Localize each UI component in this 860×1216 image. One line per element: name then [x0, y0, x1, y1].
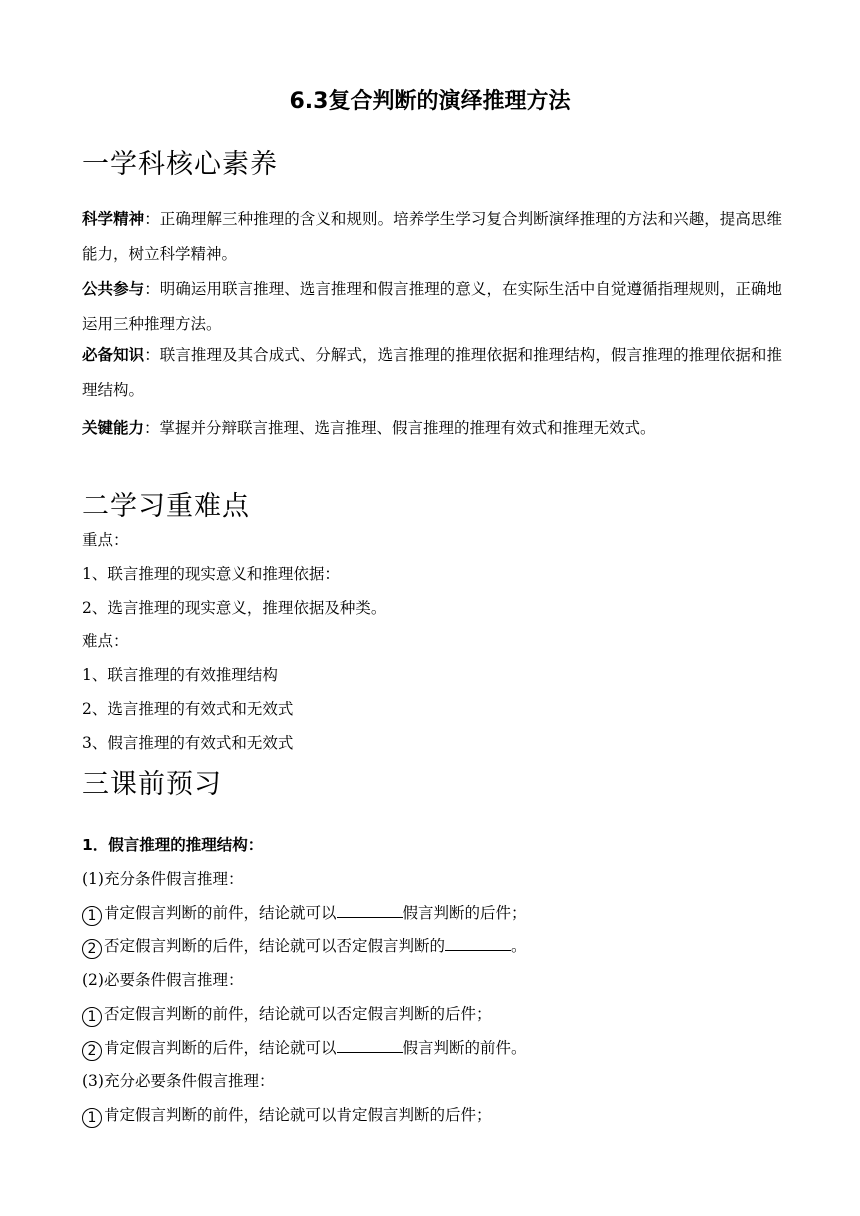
section-heading-key-difficult: 二学习重难点: [82, 491, 250, 522]
paragraph-text: 联言推理及其合成式、分解式，选言推理的推理依据和推理结构，假言推理的推理依据和推理结构。: [82, 346, 782, 399]
rule-text: 否定假言判断的后件，结论就可以否定假言判断的: [104, 937, 446, 955]
fill-blank[interactable]: [445, 934, 511, 951]
rule-text: 肯定假言判断的前件，结论就可以肯定假言判断的后件；: [104, 1106, 492, 1124]
paragraph-label: 科学精神: [82, 210, 145, 228]
circled-number: 2: [82, 1041, 102, 1061]
difficult-point-item: 2、选言推理的有效式和无效式: [82, 700, 294, 718]
paragraph-label: 公共参与: [82, 280, 145, 298]
paragraph-key-ability: [82, 411, 782, 446]
question-heading: [82, 828, 782, 863]
question-title: 假言推理的推理结构：: [108, 836, 264, 854]
page-title: 6.3复合判断的演绎推理方法: [289, 89, 571, 114]
rule-line: [82, 929, 782, 964]
rule-text: 假言判断的前件。: [402, 1039, 527, 1057]
rule-text: 肯定假言判断的前件，结论就可以: [104, 904, 337, 922]
circled-number: 1: [82, 1007, 102, 1027]
key-point-item: 2、选言推理的现实意义，推理依据及种类。: [82, 599, 387, 617]
paragraph-public-participation: [82, 272, 782, 342]
difficult-points-label: 难点：: [82, 632, 129, 650]
circled-number: 2: [82, 939, 102, 959]
label-separator: ：: [144, 346, 160, 364]
circled-number: 1: [82, 906, 102, 926]
rule-line: [82, 1031, 782, 1066]
paragraph-label: 关键能力: [82, 419, 145, 437]
paragraph-scientific-spirit: [82, 202, 782, 272]
rule-text: 肯定假言判断的后件，结论就可以: [104, 1039, 337, 1057]
label-separator: ：: [144, 210, 160, 228]
paragraph-text: 明确运用联言推理、选言推理和假言推理的意义，在实际生活中自觉遵循指理规则，正确地运用三种推理方法。: [82, 280, 782, 333]
key-points-label: 重点：: [82, 531, 129, 549]
rule-text: 。: [511, 937, 527, 955]
label-separator: ：: [144, 280, 160, 298]
rule-line: [82, 1098, 782, 1133]
rule-text: 否定假言判断的前件，结论就可以否定假言判断的后件；: [104, 1005, 492, 1023]
key-point-item: 1、联言推理的现实意义和推理依据：: [82, 565, 340, 583]
sub-heading-sufficient-necessary: (3)充分必要条件假言推理：: [82, 1072, 275, 1090]
section-heading-preview: 三课前预习: [82, 769, 222, 800]
paragraph-text: 正确理解三种推理的含义和规则。培养学生学习复合判断演绎推理的方法和兴趣，提高思维能力，树立科学精神。: [82, 210, 782, 263]
section-heading-core-literacy: 一学科核心素养: [82, 149, 278, 180]
fill-blank[interactable]: [337, 1036, 403, 1053]
circled-number: 1: [82, 1108, 102, 1128]
fill-blank[interactable]: [337, 901, 403, 918]
difficult-point-item: 3、假言推理的有效式和无效式: [82, 734, 294, 752]
paragraph-text: 掌握并分辩联言推理、选言推理、假言推理的推理有效式和推理无效式。: [159, 419, 656, 437]
sub-heading-necessary: (2)必要条件假言推理：: [82, 971, 244, 989]
paragraph-label: 必备知识: [82, 346, 145, 364]
label-separator: ：: [144, 419, 160, 437]
question-number: 1．: [82, 836, 109, 854]
paragraph-essential-knowledge: [82, 338, 782, 408]
rule-text: 假言判断的后件；: [402, 904, 527, 922]
rule-line: [82, 896, 782, 931]
sub-heading-sufficient: (1)充分条件假言推理：: [82, 870, 244, 888]
difficult-point-item: 1、联言推理的有效推理结构: [82, 666, 278, 684]
rule-line: [82, 997, 782, 1032]
